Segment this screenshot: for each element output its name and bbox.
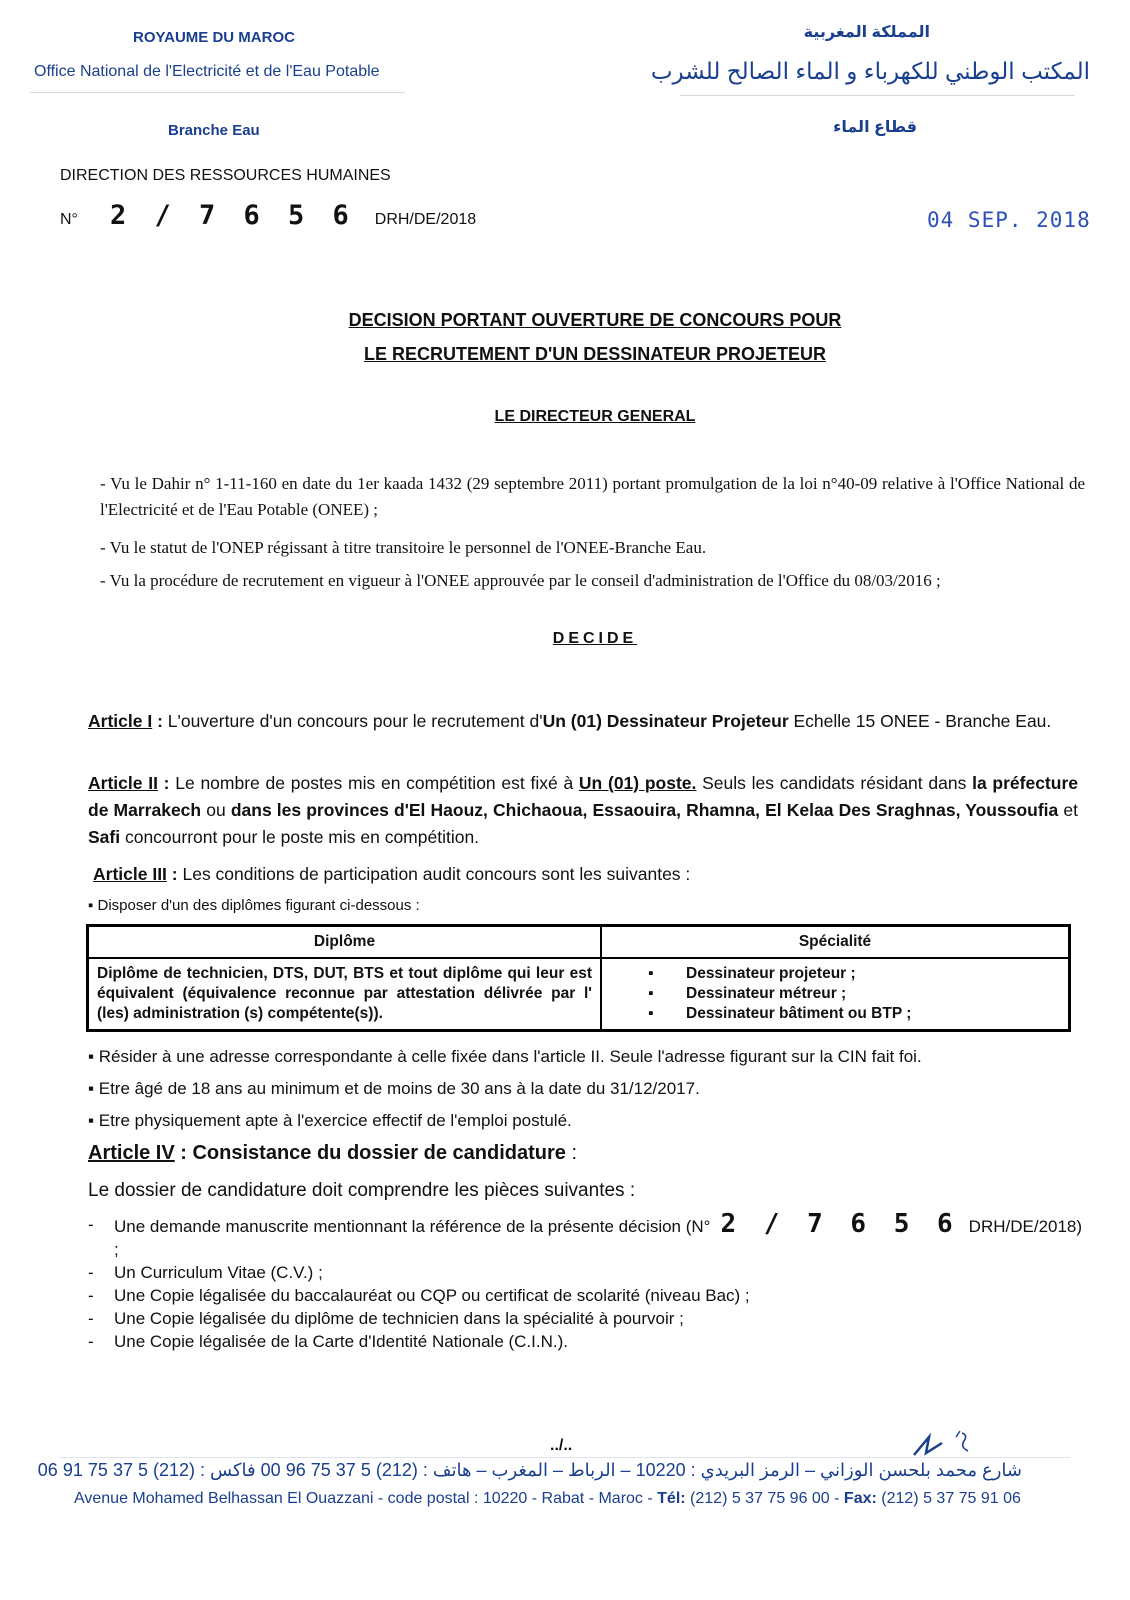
condition-fitness: ▪ Etre physiquement apte à l'exercice effectif de l'emploi postulé. (88, 1111, 572, 1130)
direction-label: DIRECTION DES RESSOURCES HUMAINES (60, 167, 391, 184)
ref-suffix: DRH/DE/2018 (374, 211, 477, 228)
article-1: Article I : L'ouverture d'un concours pour le recrutement d'Un (01) Dessinateur Projeteur Echelle 15 ONEE - Branche Eau. (88, 711, 1052, 731)
article-2-label: Article II (88, 773, 158, 793)
article-4-heading: Article IV : Consistance du dossier de candidature : (88, 1142, 578, 1164)
inline-ref-stamp: 2 / 7 6 5 6 (720, 1209, 959, 1239)
article-4-label: Article IV (88, 1142, 175, 1164)
footer-divider (60, 1457, 1070, 1458)
branch-name-ar: قطاع الماء (833, 119, 917, 136)
initials-signature-icon (904, 1425, 984, 1465)
specialty-item: ▪ Dessinateur projeteur ; (648, 964, 1060, 984)
list-item: - Un Curriculum Vitae (C.V.) ; (88, 1261, 1088, 1284)
specialty-item: ▪ Dessinateur bâtiment ou BTP ; (648, 1004, 1060, 1024)
diploma-cell: Diplôme de technicien, DTS, DUT, BTS et tout diplôme qui leur est équivalent (équivalence reconnue par attestation délivrée par l' (les) administration (s) compétente(s)). (88, 958, 602, 1031)
list-item: - Une Copie légalisée du baccalauréat ou CQP ou certificat de scolarité (niveau Bac) ; (88, 1284, 1088, 1307)
table-row (88, 958, 1070, 1031)
specialty-cell (601, 958, 1070, 1031)
dossier-list (88, 1209, 1088, 1353)
footer-address-fr: Avenue Mohamed Belhassan El Ouazzani - code postal : 10220 - Rabat - Maroc - Tél: (212) 5 37 75 96 00 - Fax: (212) 5 37 75 91 06 (74, 1490, 1021, 1507)
office-name-ar: المكتب الوطني للكهرباء و الماء الصالح للشرب (650, 58, 1090, 84)
ref-prefix: N° (60, 211, 78, 228)
branch-name-fr: Branche Eau (168, 122, 260, 139)
vu-paragraph-2: - Vu le statut de l'ONEP régissant à titre transitoire le personnel de l'ONEE-Branche Eau. (100, 538, 707, 557)
director-heading: LE DIRECTEUR GENERAL (494, 408, 696, 425)
office-name-fr: Office National de l'Electricité et de l'Eau Potable (34, 63, 380, 80)
table-header-specialty: Spécialité (601, 926, 1070, 959)
list-item: - Une Copie légalisée de la Carte d'Identité Nationale (C.I.N.). (88, 1330, 1088, 1353)
table-header-row (88, 926, 1070, 959)
footer-address-ar: شارع محمد بلحسن الوزاني – الرمز البريدي : 10220 – الرباط – المغرب – هاتف : (212) 5 37 75 96 00 فاكس : (212) 5 37 75 91 06 (37, 1460, 1022, 1480)
condition-residence: ▪ Résider à une adresse correspondante à celle fixée dans l'article II. Seule l'adresse figurant sur la CIN fait foi. (88, 1047, 922, 1066)
table-header-diploma: Diplôme (88, 926, 602, 959)
article-3: Article III : Les conditions de participation audit concours sont les suivantes : (93, 864, 691, 884)
vu-paragraph-3: - Vu la procédure de recrutement en vigueur à l'ONEE approuvée par le conseil d'administration de l'Office du 08/03/2016 ; (100, 571, 941, 590)
list-item: - Une demande manuscrite mentionnant la référence de la présente décision (N° 2 / 7 6 5 6 DRH/DE/2018) ; (88, 1213, 1088, 1261)
header-divider-right (680, 95, 1075, 96)
decision-title-line2: LE RECRUTEMENT D'UN DESSINATEUR PROJETEUR (364, 344, 826, 364)
continuation-mark: ../.. (550, 1437, 573, 1454)
diploma-intro: ▪ Disposer d'un des diplômes figurant ci-dessous : (88, 897, 420, 914)
ref-number-stamp: 2 / 7 6 5 6 (109, 200, 355, 231)
article-2-posts: Un (01) poste. (578, 773, 697, 793)
article-1-position: Un (01) Dessinateur Projeteur (542, 711, 789, 731)
reference-line (60, 200, 476, 231)
condition-age: ▪ Etre âgé de 18 ans au minimum et de moins de 30 ans à la date du 31/12/2017. (88, 1079, 700, 1098)
decide-heading: DECIDE (552, 630, 638, 647)
diploma-table (86, 924, 1071, 1032)
header-divider-left (30, 92, 405, 93)
date-stamp: 04 SEP. 2018 (927, 208, 1091, 232)
specialty-item: ▪ Dessinateur métreur ; (648, 984, 1060, 1004)
article-1-label: Article I (88, 711, 153, 731)
kingdom-title-fr: ROYAUME DU MAROC (133, 29, 295, 46)
vu-paragraph-1: - Vu le Dahir n° 1-11-160 en date du 1er kaada 1432 (29 septembre 2011) portant promulgation de la loi n°40-09 relative à l'Office National de l'Electricité et de l'Eau Potable (ONEE) ; (100, 474, 1085, 519)
list-item: - Une Copie légalisée du diplôme de technicien dans la spécialité à pourvoir ; (88, 1307, 1088, 1330)
kingdom-title-ar: المملكة المغربية (803, 24, 930, 41)
article-2: Article II : Le nombre de postes mis en compétition est fixé à Un (01) poste. Seuls les candidats résidant dans la préfecture de Marrakech ou dans les provinces d'El Haouz, Chichaoua, Essaouira, Rhamna, El Kelaa Des Sraghnas, Youssoufia et Safi concourront pour le poste mis en compétition. (88, 773, 1078, 847)
dossier-intro: Le dossier de candidature doit comprendre les pièces suivantes : (88, 1180, 636, 1201)
article-3-label: Article III (93, 864, 167, 884)
decision-title-line1: DECISION PORTANT OUVERTURE DE CONCOURS POUR (348, 310, 842, 330)
